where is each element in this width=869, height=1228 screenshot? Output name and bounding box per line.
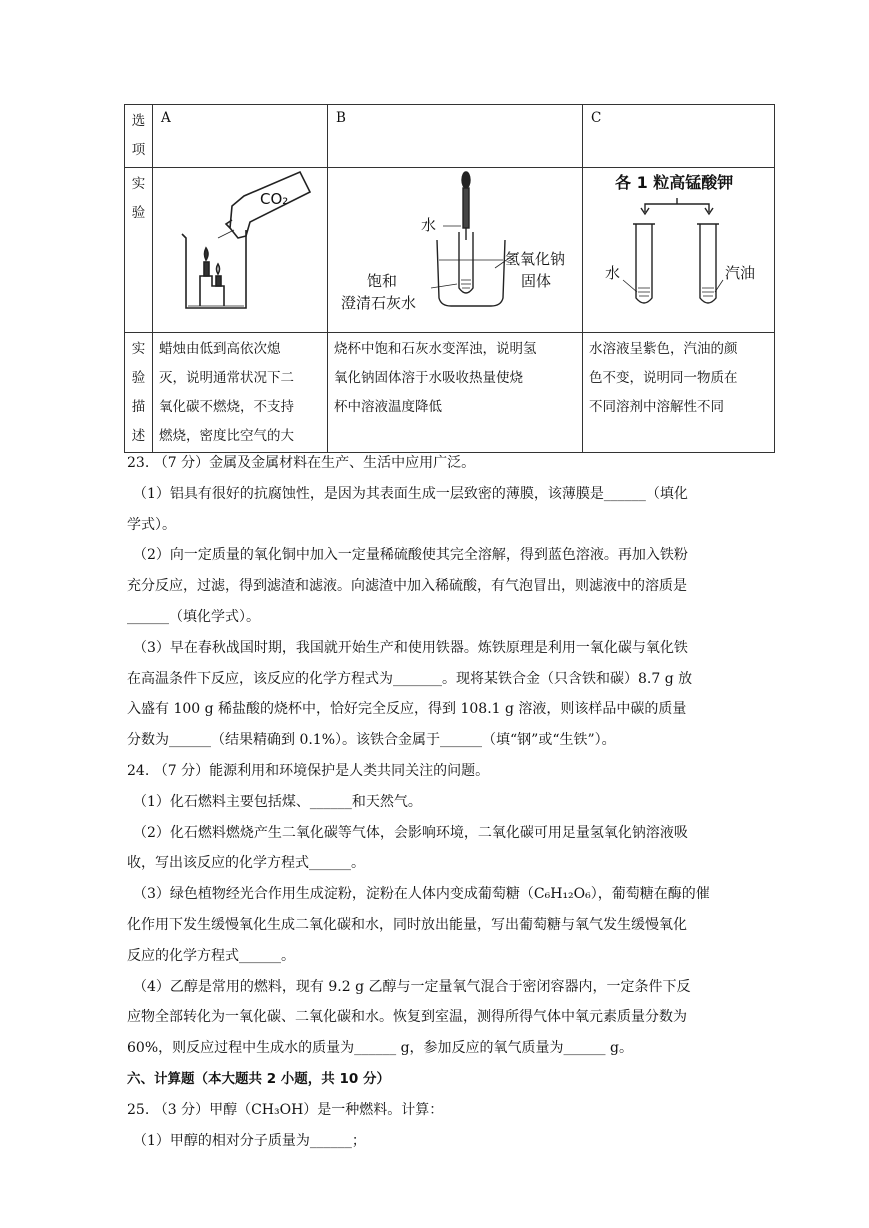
figure-label-cell <box>125 168 153 333</box>
desc-a-line: 蜡烛由低到高依次熄 <box>159 341 281 357</box>
section-six-heading: 六、计算题（本大题共 2 小题，共 10 分） <box>127 1070 390 1087</box>
desc-c-line: 水溶液呈紫色，汽油的颜 <box>589 341 738 357</box>
question-24-title: 24. （7 分）能源利用和环境保护是人类共同关注的问题。 <box>127 762 490 779</box>
desc-label-char: 验 <box>131 370 146 386</box>
option-c-label: C <box>583 105 775 168</box>
text-line: 收，写出该反应的化学方程式______。 <box>127 855 365 872</box>
text-line: 60%，则反应过程中生成水的质量为______ g，参加反应的氧气质量为______ g。 <box>127 1040 633 1057</box>
desc-c-line: 不同溶剂中溶解性不同 <box>589 399 724 415</box>
co2-label: CO₂ <box>260 190 289 208</box>
option-b-label: B <box>328 105 583 168</box>
text-line: 入盛有 100 g 稀盐酸的烧杯中，恰好完全反应，得到 108.1 g 溶液，则该样品中碳的质量 <box>127 701 687 718</box>
text-line: （1）化石燃料主要包括煤、______和天然气。 <box>133 793 422 810</box>
limewater-label-line2: 澄清石灰水 <box>341 294 417 312</box>
text-line: （1）甲醇的相对分子质量为______； <box>133 1132 366 1149</box>
desc-c-cell <box>583 333 775 453</box>
text-line: 分数为______（结果精确到 0.1%）。该铁合金属于______（填“钢”或“生铁”）。 <box>127 732 616 749</box>
text-line: （2）向一定质量的氧化铜中加入一定量稀硫酸使其完全溶解，得到蓝色溶液。再加入铁粉 <box>133 547 688 564</box>
figure-c-cell <box>583 168 775 333</box>
figure-label-char: 实 <box>131 176 146 192</box>
text-line: ______（填化学式）。 <box>127 608 260 625</box>
naoh-label-line1: 氢氧化钠 <box>505 250 566 268</box>
figure-b-naoh-dissolving <box>335 168 575 326</box>
desc-label-char: 述 <box>131 428 146 444</box>
desc-label-cell <box>125 333 153 453</box>
gasoline-label: 汽油 <box>724 264 755 282</box>
text-line: 反应的化学方程式______。 <box>127 947 295 964</box>
experiment-table <box>124 104 775 453</box>
text-line: 化作用下发生缓慢氧化生成二氧化碳和水，同时放出能量，写出葡萄糖与氧气发生缓慢氧化 <box>127 916 687 933</box>
text-line: 在高温条件下反应，该反应的化学方程式为_______。现将某铁合金（只含铁和碳）8.7 g 放 <box>127 670 693 687</box>
question-25-title: 25. （3 分）甲醇（CH₃OH）是一种燃料。计算： <box>127 1101 444 1118</box>
desc-a-cell <box>153 333 328 453</box>
water-label: 水 <box>421 216 437 234</box>
header-label-char: 选 <box>131 113 146 129</box>
desc-a-line: 灭，说明通常状况下二 <box>159 370 294 386</box>
question-body <box>127 448 747 1156</box>
text-line: 充分反应，过滤，得到滤渣和滤液。向滤渣中加入稀硫酸，有气泡冒出，则滤液中的溶质是 <box>127 578 687 595</box>
desc-b-line: 氧化钠固体溶于水吸收热量使烧 <box>334 370 523 386</box>
desc-c-line: 色不变，说明同一物质在 <box>589 370 738 386</box>
water-label-c: 水 <box>604 264 620 282</box>
table-figure-row <box>125 168 775 333</box>
limewater-label-line1: 饱和 <box>367 272 398 290</box>
desc-b-line: 杯中溶液温度降低 <box>334 399 442 415</box>
text-line: （3）绿色植物经光合作用生成淀粉，淀粉在人体内变成葡萄糖（C₆H₁₂O₆），葡萄糖在酶的催 <box>133 886 710 903</box>
desc-label-char: 实 <box>131 341 146 357</box>
figure-c-kmno4-solubility <box>589 168 769 326</box>
desc-b-cell <box>328 333 583 453</box>
text-line: （1）铝具有很好的抗腐蚀性，是因为其表面生成一层致密的薄膜，该薄膜是______（填化 <box>133 485 688 502</box>
desc-a-line: 燃烧，密度比空气的大 <box>159 428 294 444</box>
table-header-row <box>125 105 775 168</box>
option-a-label: A <box>153 105 328 168</box>
text-line: （2）化石燃料燃烧产生二氧化碳等气体，会影响环境，二氧化碳可用足量氢氧化钠溶液吸 <box>133 824 688 841</box>
desc-b-line: 烧杯中饱和石灰水变浑浊，说明氢 <box>334 341 537 357</box>
text-line: 学式）。 <box>127 516 176 533</box>
desc-label-char: 描 <box>131 399 146 415</box>
figure-a-co2-candles <box>160 168 320 323</box>
text-line: 应物全部转化为一氧化碳、二氧化碳和水。恢复到室温，测得所得气体中氧元素质量分数为 <box>127 1009 687 1026</box>
desc-a-line: 氧化碳不燃烧，不支持 <box>159 399 294 415</box>
naoh-label-line2: 固体 <box>521 272 552 290</box>
figure-a-cell <box>153 168 328 333</box>
table-description-row <box>125 333 775 453</box>
figure-b-cell <box>328 168 583 333</box>
header-label-cell <box>125 105 153 168</box>
figure-label-char: 验 <box>131 205 146 221</box>
text-line: （3）早在春秋战国时期，我国就开始生产和使用铁器。炼铁原理是利用一氧化碳与氧化铁 <box>133 639 688 656</box>
question-23-title: 23. （7 分）金属及金属材料在生产、生活中应用广泛。 <box>127 455 476 471</box>
kmno4-title: 各 1 粒高锰酸钾 <box>614 173 733 192</box>
text-line: （4）乙醇是常用的燃料，现有 9.2 g 乙醇与一定量氧气混合于密闭容器内，一定条件下反 <box>133 978 691 995</box>
header-label-char: 项 <box>131 142 146 158</box>
